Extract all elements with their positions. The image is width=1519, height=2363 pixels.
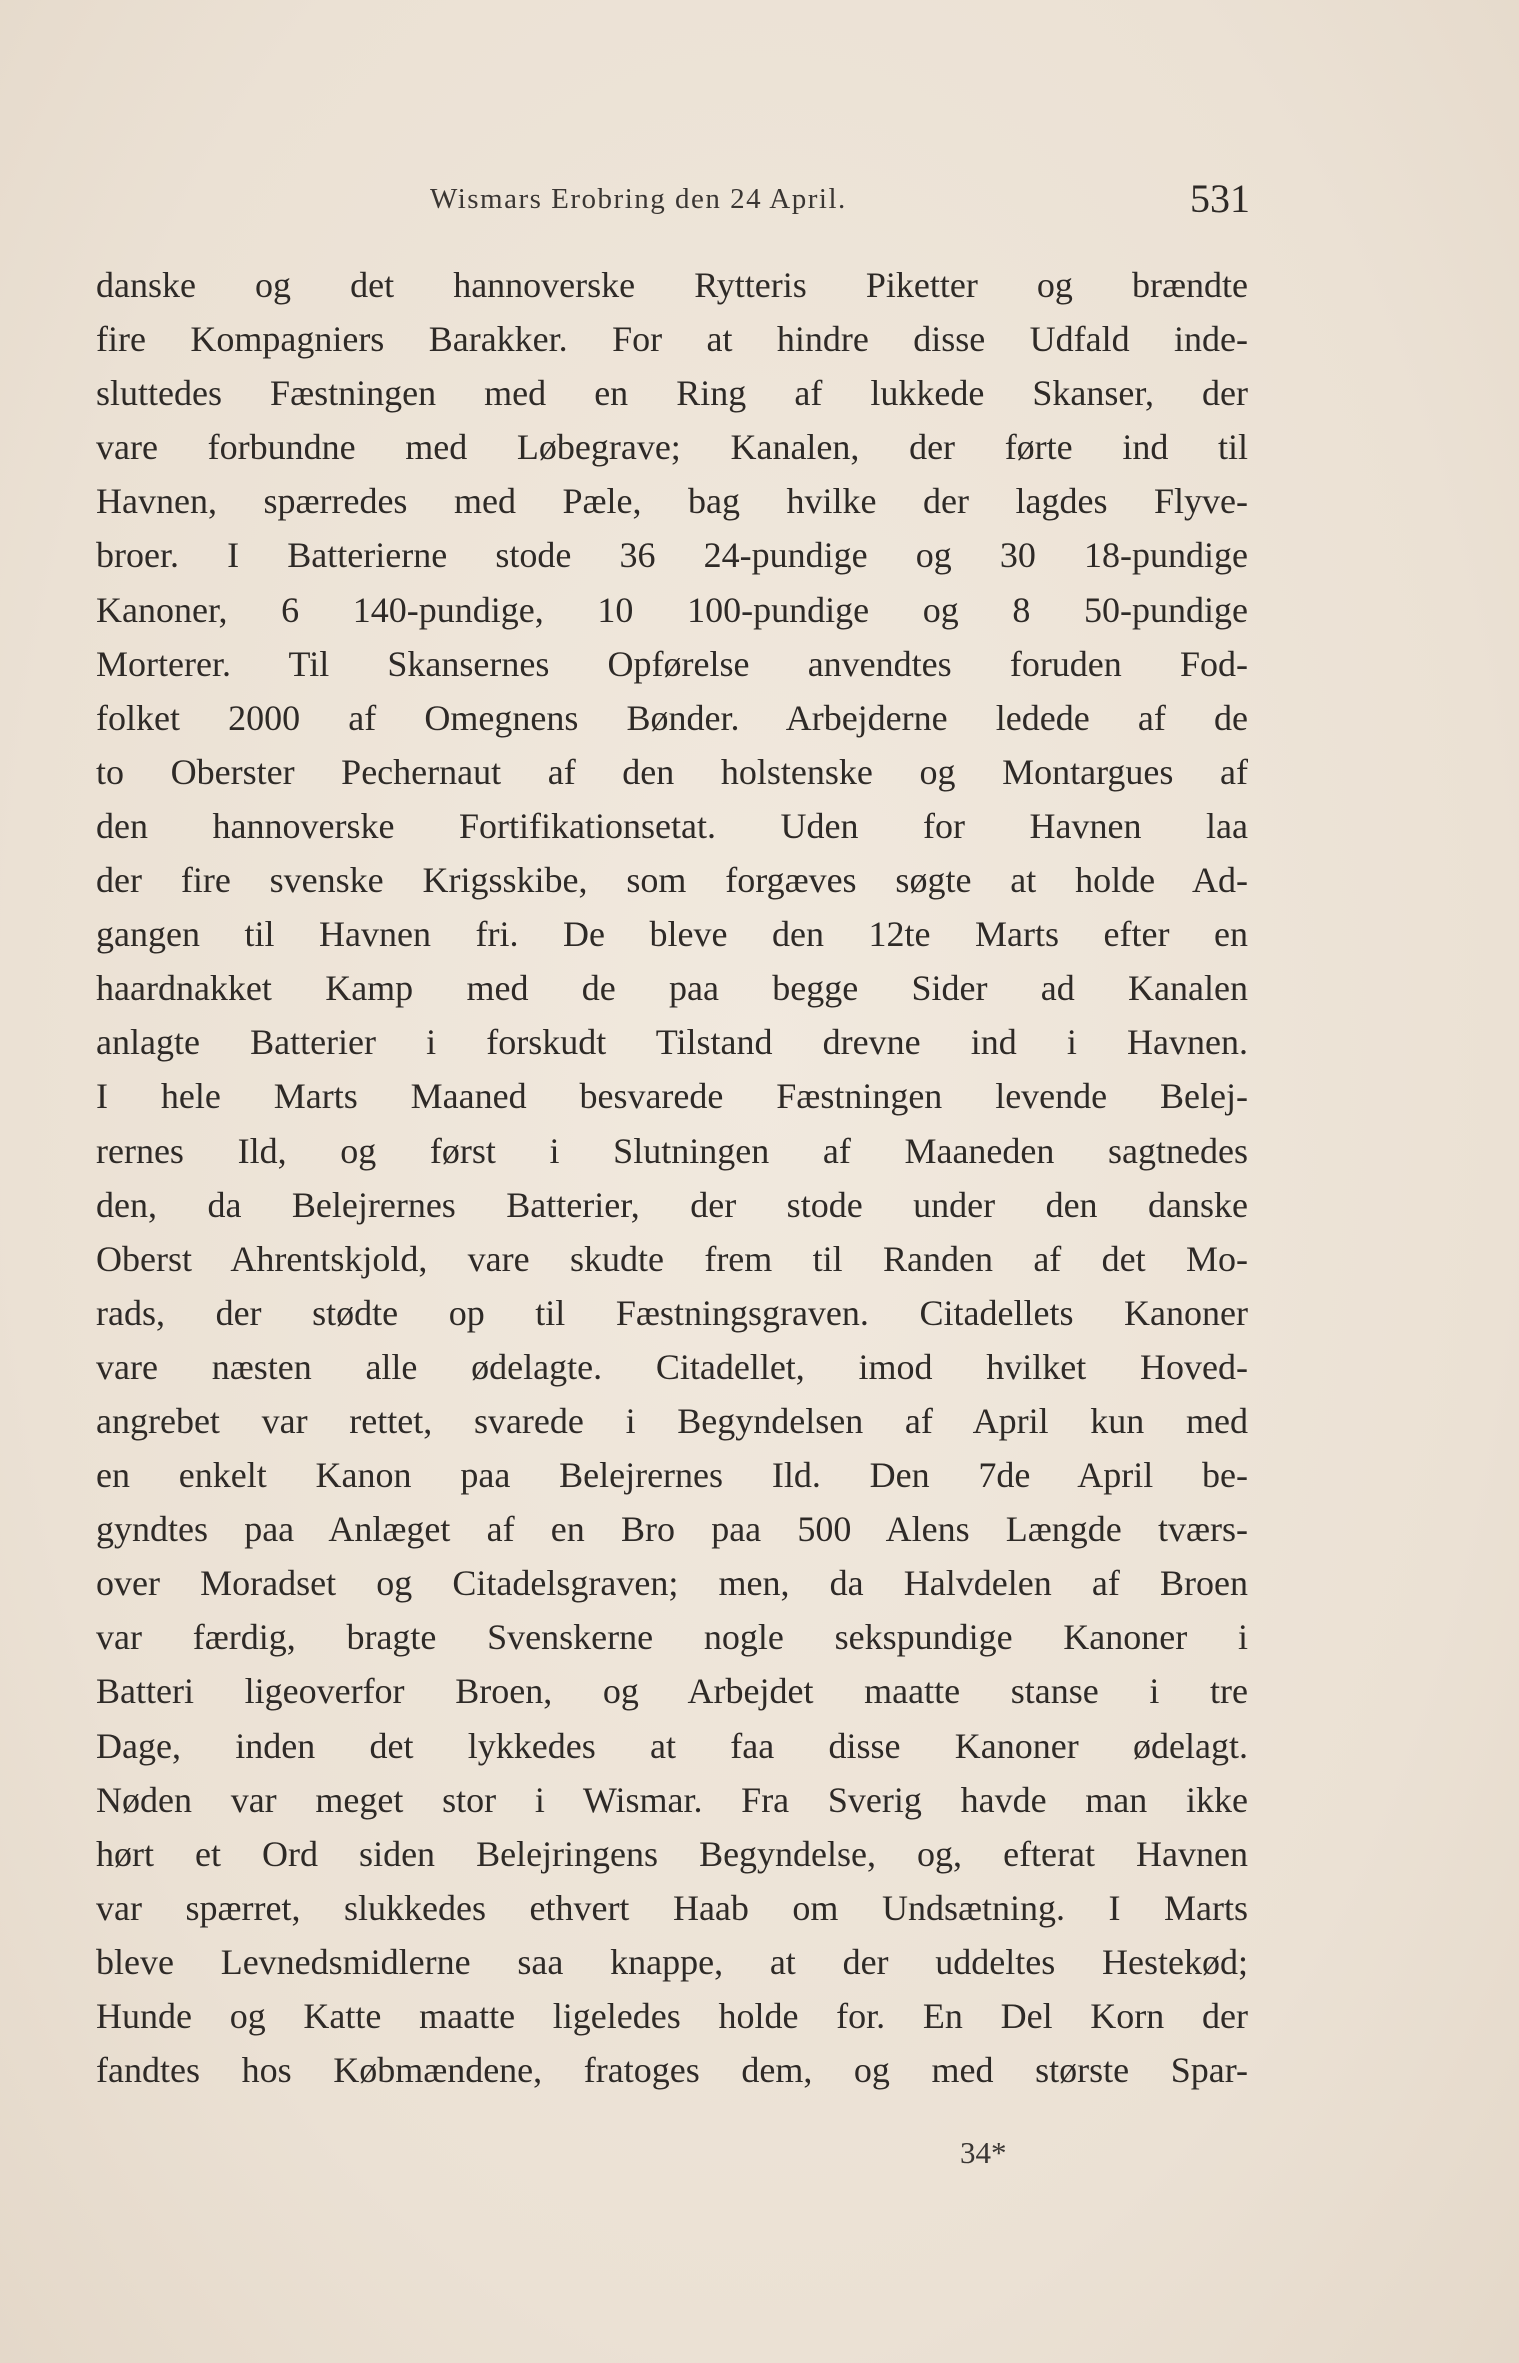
text-line: sluttedes Fæstningen med en Ring af lukkede Skanser, der (96, 373, 1248, 414)
text-line: vare forbundne med Løbegrave; Kanalen, der førte ind til (96, 427, 1248, 468)
text-line: angrebet var rettet, svarede i Begyndelsen af April kun med (96, 1400, 1248, 1441)
page-number: 531 (1190, 176, 1250, 221)
body-text (96, 258, 1248, 2097)
text-line: danske og det hannoverske Rytteris Piketter og brændte (96, 265, 1248, 305)
text-line: var færdig, bragte Svenskerne nogle sekspundige Kanoner i (96, 1617, 1248, 1658)
text-line: var spærret, slukkedes ethvert Haab om Undsætning. I Marts (96, 1887, 1248, 1928)
text-line: Kanoner, 6 140-pundige, 10 100-pundige og 8 50-pundige (96, 589, 1248, 630)
text-line: den, da Belejrernes Batterier, der stode under den danske (96, 1184, 1248, 1225)
text-line: anlagte Batterier i forskudt Tilstand drevne ind i Havnen. (96, 1022, 1248, 1063)
text-line: fire Kompagniers Barakker. For at hindre disse Udfald inde- (96, 319, 1248, 360)
text-line: Nøden var meget stor i Wismar. Fra Sverig havde man ikke (96, 1779, 1248, 1820)
text-line: Dage, inden det lykkedes at faa disse Kanoner ødelagt. (96, 1725, 1248, 1766)
running-head (430, 175, 1250, 235)
text-line: broer. I Batterierne stode 36 24-pundige og 30 18-pundige (96, 535, 1248, 576)
text-line: Havnen, spærredes med Pæle, bag hvilke der lagdes Flyve- (96, 481, 1248, 522)
text-line: rernes Ild, og først i Slutningen af Maaneden sagtnedes (96, 1130, 1248, 1171)
signature-mark: 34* (960, 2135, 1007, 2170)
text-line: I hele Marts Maaned besvarede Fæstningen levende Belej- (96, 1076, 1248, 1117)
text-line: folket 2000 af Omegnens Bønder. Arbejderne ledede af de (96, 697, 1248, 738)
text-line: gangen til Havnen fri. De bleve den 12te Marts efter en (96, 914, 1248, 955)
text-line: Batteri ligeoverfor Broen, og Arbejdet maatte stanse i tre (96, 1671, 1248, 1712)
text-line: haardnakket Kamp med de paa begge Sider ad Kanalen (96, 968, 1248, 1009)
running-title: Wismars Erobring den 24 April. (430, 183, 847, 215)
text-line: Hunde og Katte maatte ligeledes holde for. En Del Korn der (96, 1996, 1248, 2036)
text-line: vare næsten alle ødelagte. Citadellet, imod hvilket Hoved- (96, 1346, 1248, 1387)
text-line: Morterer. Til Skansernes Opførelse anvendtes foruden Fod- (96, 643, 1248, 684)
text-line: over Moradset og Citadelsgraven; men, da Halvdelen af Broen (96, 1563, 1248, 1604)
text-line: der fire svenske Krigsskibe, som forgæves søgte at holde Ad- (96, 860, 1248, 901)
text-line: Oberst Ahrentskjold, vare skudte frem til Randen af det Mo- (96, 1238, 1248, 1279)
text-line: bleve Levnedsmidlerne saa knappe, at der uddeltes Hestekød; (96, 1941, 1248, 1982)
text-line: to Oberster Pechernaut af den holstenske og Montargues af (96, 751, 1248, 792)
text-line: gyndtes paa Anlæget af en Bro paa 500 Alens Længde tværs- (96, 1509, 1248, 1550)
text-line: fandtes hos Købmændene, fratoges dem, og med største Spar- (96, 2050, 1248, 2091)
text-line: rads, der stødte op til Fæstningsgraven. Citadellets Kanoner (96, 1292, 1248, 1333)
text-line: den hannoverske Fortifikationsetat. Uden for Havnen laa (96, 805, 1248, 846)
text-line: hørt et Ord siden Belejringens Begyndelse, og, efterat Havnen (96, 1833, 1248, 1874)
text-line: en enkelt Kanon paa Belejrernes Ild. Den 7de April be- (96, 1455, 1248, 1496)
